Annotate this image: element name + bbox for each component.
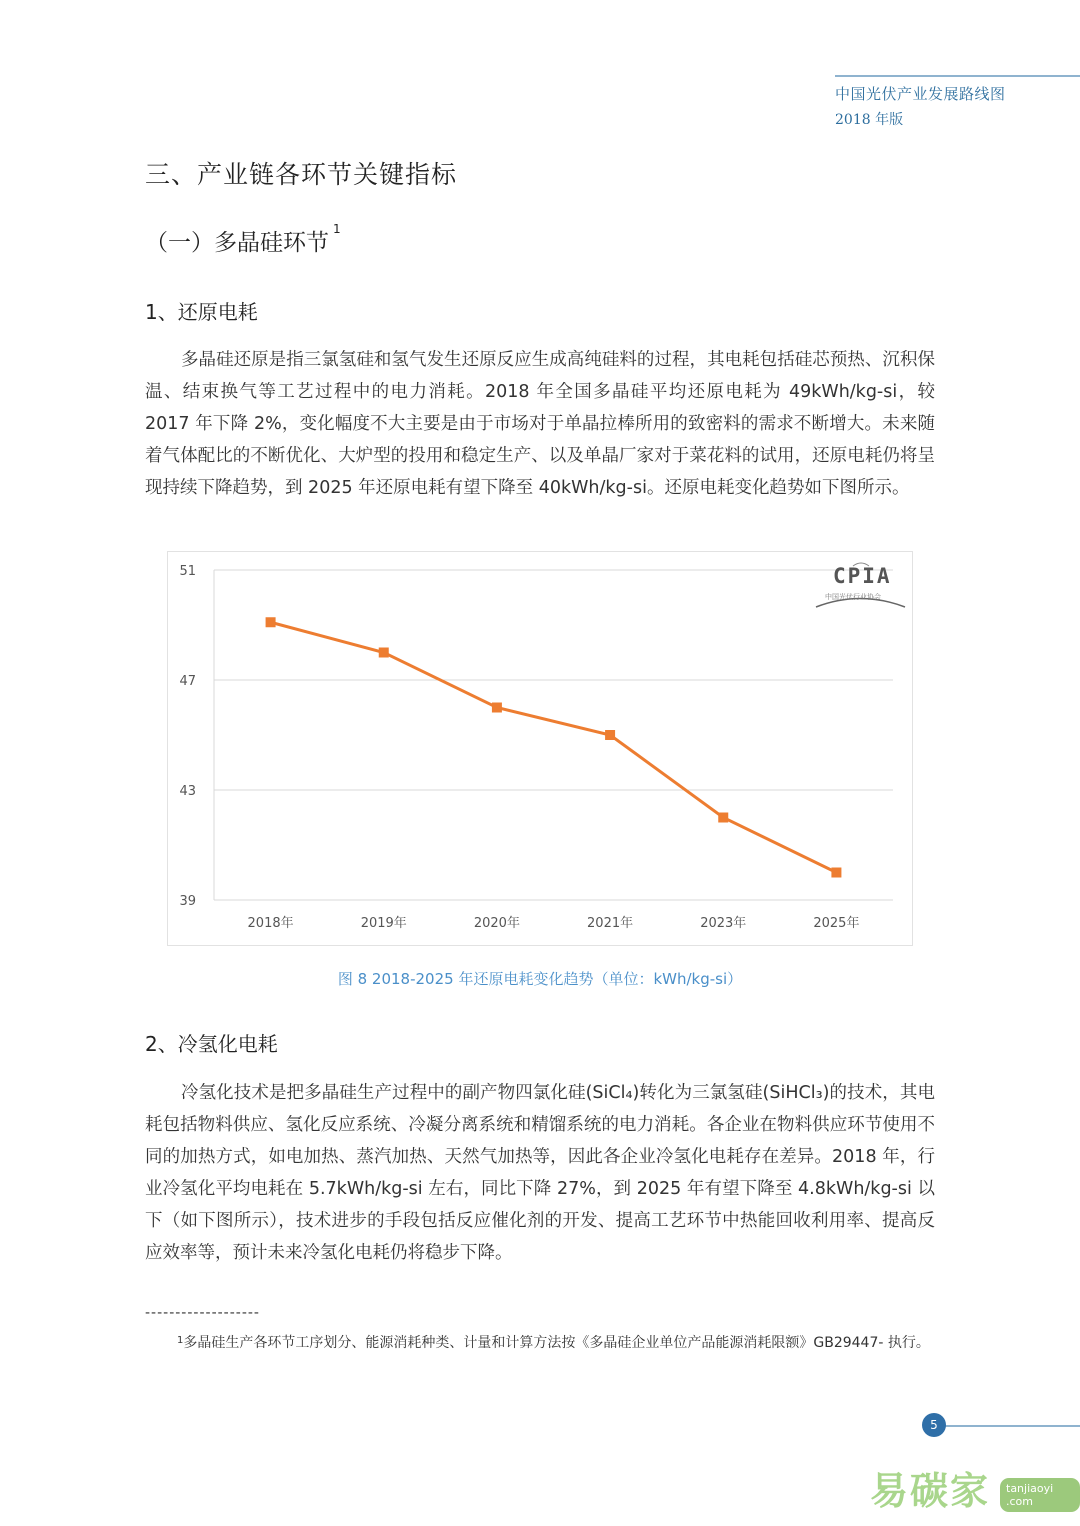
x-tick-label: 2021年 — [587, 916, 634, 931]
y-tick-label: 47 — [179, 674, 196, 689]
data-point — [605, 730, 615, 740]
page-number: 5 — [922, 1413, 946, 1437]
footnote-ref: 1 — [333, 222, 341, 236]
line-chart — [167, 551, 913, 946]
footnote-separator: ------------------- — [145, 1305, 260, 1321]
data-point — [718, 813, 728, 823]
x-tick-label: 2025年 — [813, 916, 860, 931]
item2-paragraph: 冷氢化技术是把多晶硅生产过程中的副产物四氯化硅(SiCl₄)转化为三氯氢硅(SiHCl₃)的技术，其电耗包括物料供应、氢化反应系统、冷凝分离系统和精馏系统的电力消耗。各企业在物料供应环节使用不同的加热方式，如电加热、蒸汽加热、天然气加热等，因此各企业冷氢化电耗存在差异。2018 年，行业冷氢化平均电耗在 5.7kWh/kg-si 左右，同比下降 27%，到 2025 年有望下降至 4.8kWh/kg-si 以下（如下图所示），技术进步的手段包括反应催化剂的开发、提高工艺环节中热能回收利用率、提高反应效率等，预计未来冷氢化电耗仍将稳步下降。 — [145, 1083, 935, 1263]
chart-canvas — [168, 552, 912, 945]
footnote-text: 多晶硅生产各环节工序划分、能源消耗种类、计量和计算方法按《多晶硅企业单位产品能源消耗限额》GB29447- 执行。 — [183, 1335, 930, 1351]
watermark-text: 易碳家 — [870, 1469, 991, 1513]
y-tick-label: 39 — [179, 894, 196, 909]
x-tick-label: 2020年 — [473, 916, 520, 931]
header-title: 中国光伏产业发展路线图 — [835, 85, 1006, 103]
item1-heading: 1、还原电耗 — [145, 300, 258, 324]
page-number-rule — [945, 1425, 1080, 1427]
footnote — [145, 1330, 935, 1357]
x-tick-label: 2023年 — [700, 916, 747, 931]
running-header — [835, 75, 1080, 128]
header-year: 2018 年版 — [835, 112, 904, 128]
logo-text: CPIA — [833, 564, 892, 588]
watermark-badge: tanjiaoyi .com — [1000, 1478, 1080, 1512]
subsection-title-text: （一）多晶硅环节 — [145, 230, 329, 256]
item1-paragraph: 多晶硅还原是指三氯氢硅和氢气发生还原反应生成高纯硅料的过程，其电耗包括硅芯预热、沉积保温、结束换气等工艺过程中的电力消耗。2018 年全国多晶硅平均还原电耗为 49kWh/kg-si，较 2017 年下降 2%，变化幅度不大主要是由于市场对于单晶拉棒所用的致密料的需求不断增大。未来随着气体配比的不断优化、大炉型的投用和稳定生产、以及单晶厂家对于菜花料的试用，还原电耗仍将呈现持续下降趋势，到 2025 年还原电耗有望下降至 40kWh/kg-si。还原电耗变化趋势如下图所示。 — [145, 350, 935, 498]
x-tick-label: 2018年 — [247, 916, 294, 931]
series-line — [271, 622, 837, 872]
data-point — [379, 648, 389, 658]
watermark — [860, 1460, 1080, 1520]
figure-caption: 图 8 2018-2025 年还原电耗变化趋势（单位：kWh/kg-si） — [337, 970, 743, 988]
header-rule — [835, 75, 1080, 77]
data-point — [492, 703, 502, 713]
y-tick-label: 51 — [179, 564, 196, 579]
data-point — [266, 617, 276, 627]
footnote-marker: 1 — [177, 1335, 184, 1346]
data-point — [831, 868, 841, 878]
item2-heading: 2、冷氢化电耗 — [145, 1032, 278, 1056]
subsection-title — [145, 224, 341, 257]
x-tick-label: 2019年 — [360, 916, 407, 931]
section-title: 三、产业链各环节关键指标 — [145, 160, 458, 189]
logo-subtext: 中国光伏行业协会 — [825, 593, 881, 601]
cpia-logo — [813, 562, 908, 612]
y-tick-label: 43 — [179, 784, 196, 799]
